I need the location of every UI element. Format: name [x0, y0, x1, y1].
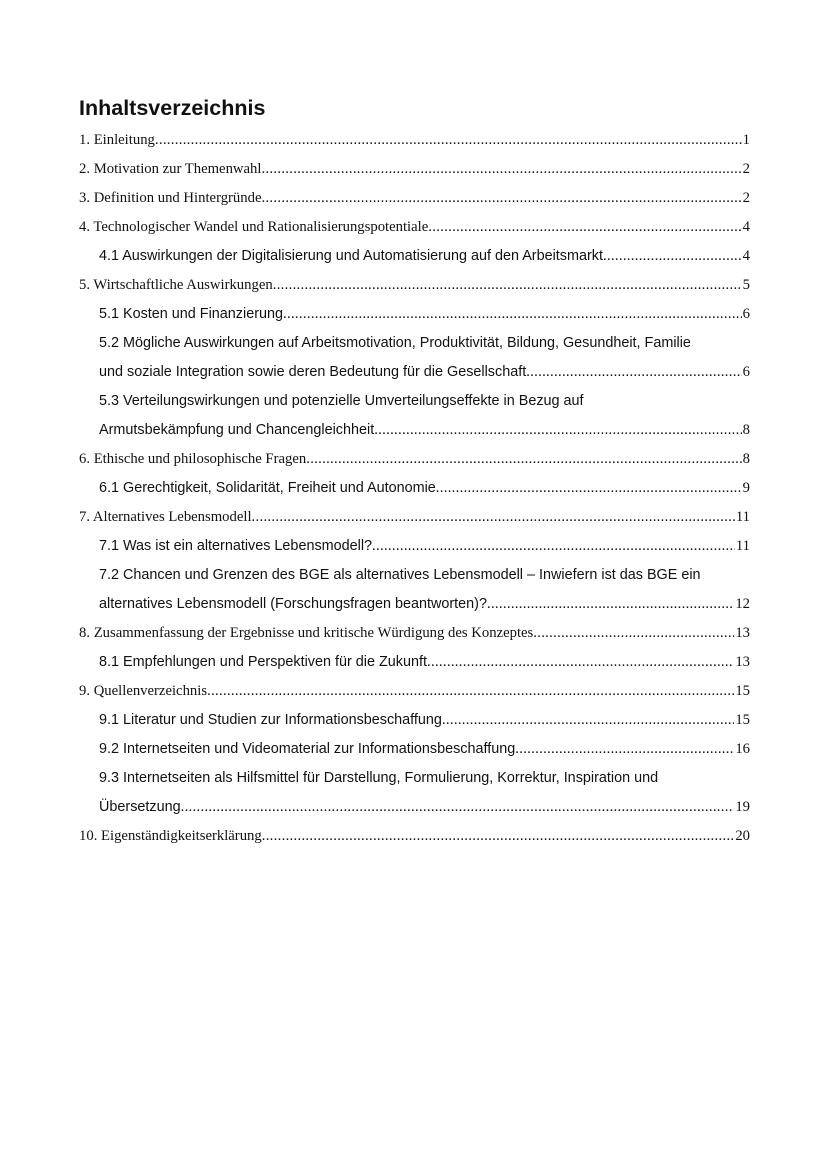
toc-entry-10[interactable] [79, 822, 750, 851]
dot-leader [533, 619, 734, 648]
dot-leader [181, 793, 735, 822]
toc-entry-title: 6. Ethische und philosophische Fragen [79, 451, 307, 467]
toc-entry-9-1[interactable] [79, 706, 750, 735]
toc-entry-page: 15 [735, 683, 750, 699]
toc-entry-page: 11 [735, 509, 750, 525]
toc-entry-page: 6 [742, 306, 750, 322]
toc-entry-9-3[interactable] [79, 764, 750, 822]
dot-leader [261, 184, 741, 213]
toc-entry-title: 5. Wirtschaftliche Auswirkungen [79, 277, 273, 293]
toc-entry-page: 20 [735, 828, 750, 844]
dot-leader [207, 677, 734, 706]
table-of-contents [79, 126, 750, 851]
toc-entry-title-line2: alternatives Lebensmodell (Forschungsfragen beantworten)? [99, 596, 487, 612]
dot-leader [428, 213, 741, 242]
toc-entry-title: 10. Eigenständigkeitserklärung [79, 828, 262, 844]
toc-entry-page: 8 [742, 451, 750, 467]
toc-entry-title: 8. Zusammenfassung der Ergebnisse und kritische Würdigung des Konzeptes [79, 625, 534, 641]
toc-entry-7[interactable] [79, 503, 750, 532]
dot-leader [442, 706, 734, 735]
toc-entry-title: 9. Quellenverzeichnis [79, 683, 208, 699]
toc-entry-page: 4 [742, 219, 750, 235]
dot-leader [283, 300, 742, 329]
toc-entry-title: 6.1 Gerechtigkeit, Solidarität, Freiheit und Autonomie [99, 480, 436, 496]
toc-entry-title: 9.2 Internetseiten und Videomaterial zur Informationsbeschaffung [99, 741, 516, 757]
toc-entry-4-1[interactable] [79, 242, 750, 271]
toc-entry-page: 11 [735, 538, 750, 554]
toc-entry-title-line2: Armutsbekämpfung und Chancengleichheit [99, 422, 375, 438]
dot-leader [273, 271, 742, 300]
dot-leader [427, 648, 734, 677]
toc-entry-title: 7. Alternatives Lebensmodell [79, 509, 252, 525]
toc-entry-title: 5.1 Kosten und Finanzierung [99, 306, 284, 322]
toc-entry-3[interactable] [79, 184, 750, 213]
toc-entry-title-line1: 5.3 Verteilungswirkungen und potenzielle Umverteilungseffekte in Bezug auf [99, 393, 584, 409]
toc-entry-title-line1: 7.2 Chancen und Grenzen des BGE als alternatives Lebensmodell – Inwiefern ist das BGE ein [99, 567, 701, 583]
toc-entry-5[interactable] [79, 271, 750, 300]
dot-leader [526, 358, 741, 387]
toc-entry-page: 15 [735, 712, 750, 728]
toc-entry-9-2[interactable] [79, 735, 750, 764]
toc-entry-title: 7.1 Was ist ein alternatives Lebensmodell? [99, 538, 373, 554]
dot-leader [487, 590, 734, 619]
toc-entry-7-2[interactable] [79, 561, 750, 619]
toc-entry-page: 9 [742, 480, 750, 496]
toc-entry-title: 3. Definition und Hintergründe [79, 190, 262, 206]
toc-entry-6[interactable] [79, 445, 750, 474]
toc-entry-title-line2: Übersetzung [99, 799, 181, 815]
toc-entry-page: 8 [742, 422, 750, 438]
dot-leader [603, 242, 742, 271]
toc-entry-page: 1 [742, 132, 750, 148]
dot-leader [515, 735, 734, 764]
dot-leader [374, 416, 741, 445]
toc-entry-title: 8.1 Empfehlungen und Perspektiven für die Zukunft [99, 654, 427, 670]
dot-leader [155, 126, 742, 155]
toc-entry-title-line1: 9.3 Internetseiten als Hilfsmittel für Darstellung, Formulierung, Korrektur, Inspiration und [99, 770, 659, 786]
toc-entry-6-1[interactable] [79, 474, 750, 503]
toc-entry-title: 1. Einleitung [79, 132, 155, 148]
toc-entry-page: 6 [742, 364, 750, 380]
toc-entry-7-1[interactable] [79, 532, 750, 561]
toc-entry-page: 16 [735, 741, 750, 757]
dot-leader [436, 474, 742, 503]
toc-entry-page: 2 [742, 161, 750, 177]
dot-leader [372, 532, 735, 561]
toc-entry-page: 4 [742, 248, 750, 264]
dot-leader [306, 445, 741, 474]
toc-entry-page: 2 [742, 190, 750, 206]
toc-entry-8-1[interactable] [79, 648, 750, 677]
toc-entry-title-line2: und soziale Integration sowie deren Bedeutung für die Gesellschaft [99, 364, 527, 380]
toc-entry-5-1[interactable] [79, 300, 750, 329]
dot-leader [261, 155, 741, 184]
toc-entry-title: 4. Technologischer Wandel und Rationalisierungspotentiale [79, 219, 429, 235]
toc-entry-title: 4.1 Auswirkungen der Digitalisierung und Automatisierung auf den Arbeitsmarkt [99, 248, 603, 264]
toc-entry-2[interactable] [79, 155, 750, 184]
toc-entry-title-line1: 5.2 Mögliche Auswirkungen auf Arbeitsmotivation, Produktivität, Bildung, Gesundheit, Familie [99, 335, 691, 351]
toc-entry-page: 19 [735, 799, 750, 815]
toc-entry-page: 13 [735, 625, 750, 641]
toc-entry-title: 9.1 Literatur und Studien zur Informationsbeschaffung [99, 712, 442, 728]
toc-entry-8[interactable] [79, 619, 750, 648]
toc-heading: Inhaltsverzeichnis [79, 96, 266, 120]
toc-entry-5-3[interactable] [79, 387, 750, 445]
toc-entry-4[interactable] [79, 213, 750, 242]
toc-entry-9[interactable] [79, 677, 750, 706]
toc-entry-title: 2. Motivation zur Themenwahl [79, 161, 262, 177]
toc-entry-page: 12 [735, 596, 750, 612]
toc-entry-page: 13 [735, 654, 750, 670]
dot-leader [262, 822, 735, 851]
toc-entry-page: 5 [742, 277, 750, 293]
toc-entry-1[interactable] [79, 126, 750, 155]
toc-entry-5-2[interactable] [79, 329, 750, 387]
dot-leader [252, 503, 735, 532]
